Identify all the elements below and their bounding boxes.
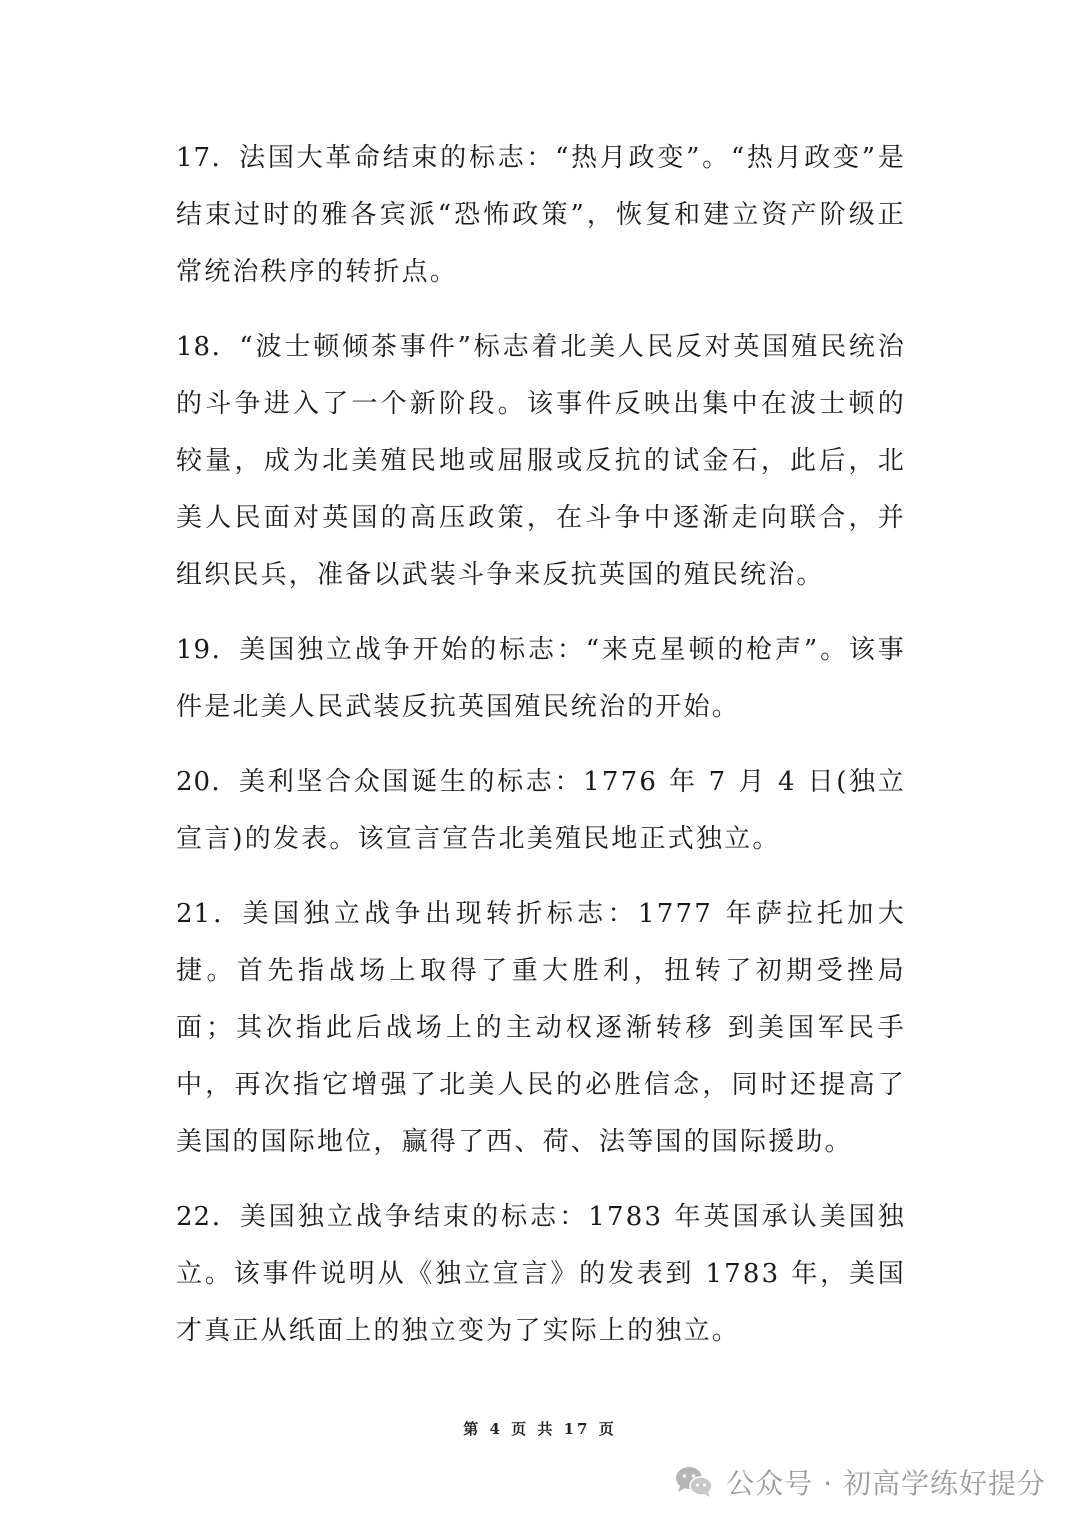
paragraph-21	[176, 886, 906, 1171]
paragraph-number: 17．	[176, 143, 240, 173]
paragraph-20	[176, 754, 906, 868]
paragraph-text: 美国独立战争出现转折标志：1777 年萨拉托加大捷。首先指战场上取得了重大胜利，扭转了初期受挫局面；其次指此后战场上的主动权逐渐转移 到美国军民手中，再次指它增强了北美人民的必胜信念，同时还提高了美国的国际地位，赢得了西、荷、法等国的国际援助。	[176, 899, 906, 1157]
paragraph-17	[176, 130, 906, 301]
paragraph-number: 20．	[176, 767, 240, 797]
paragraph-text: 美国独立战争结束的标志：1783 年英国承认美国独立。该事件说明从《独立宣言》的发表到 1783 年，美国才真正从纸面上的独立变为了实际上的独立。	[176, 1202, 906, 1346]
paragraph-number: 21．	[176, 899, 243, 929]
page-footer: 第 4 页 共 17 页	[463, 1420, 617, 1438]
paragraph-19	[176, 622, 906, 736]
paragraph-number: 19．	[176, 635, 240, 665]
paragraph-text: “波士顿倾茶事件”标志着北美人民反对英国殖民统治的斗争进入了一个新阶段。该事件反映出集中在波士顿的较量，成为北美殖民地或屈服或反抗的试金石，此后，北美人民面对英国的高压政策，在斗争中逐渐走向联合，并组织民兵，准备以武装斗争来反抗英国的殖民统治。	[176, 332, 906, 590]
document-body	[176, 130, 906, 1378]
paragraph-text: 美国独立战争开始的标志：“来克星顿的枪声”。该事件是北美人民武装反抗英国殖民统治的开始。	[176, 635, 906, 722]
watermark	[674, 1462, 1046, 1502]
paragraph-number: 18．	[176, 332, 240, 362]
paragraph-18	[176, 319, 906, 604]
paragraph-text: 法国大革命结束的标志：“热月政变”。“热月政变”是结束过时的雅各宾派“恐怖政策”，恢复和建立资产阶级正常统治秩序的转折点。	[176, 143, 906, 287]
paragraph-22	[176, 1189, 906, 1360]
paragraph-text: 美利坚合众国诞生的标志：1776 年 7 月 4 日(独立宣言)的发表。该宣言宣告北美殖民地正式独立。	[176, 767, 906, 854]
watermark-text: 公众号 · 初高学练好提分	[726, 1467, 1046, 1500]
paragraph-number: 22．	[176, 1202, 240, 1232]
wechat-icon	[674, 1465, 714, 1499]
